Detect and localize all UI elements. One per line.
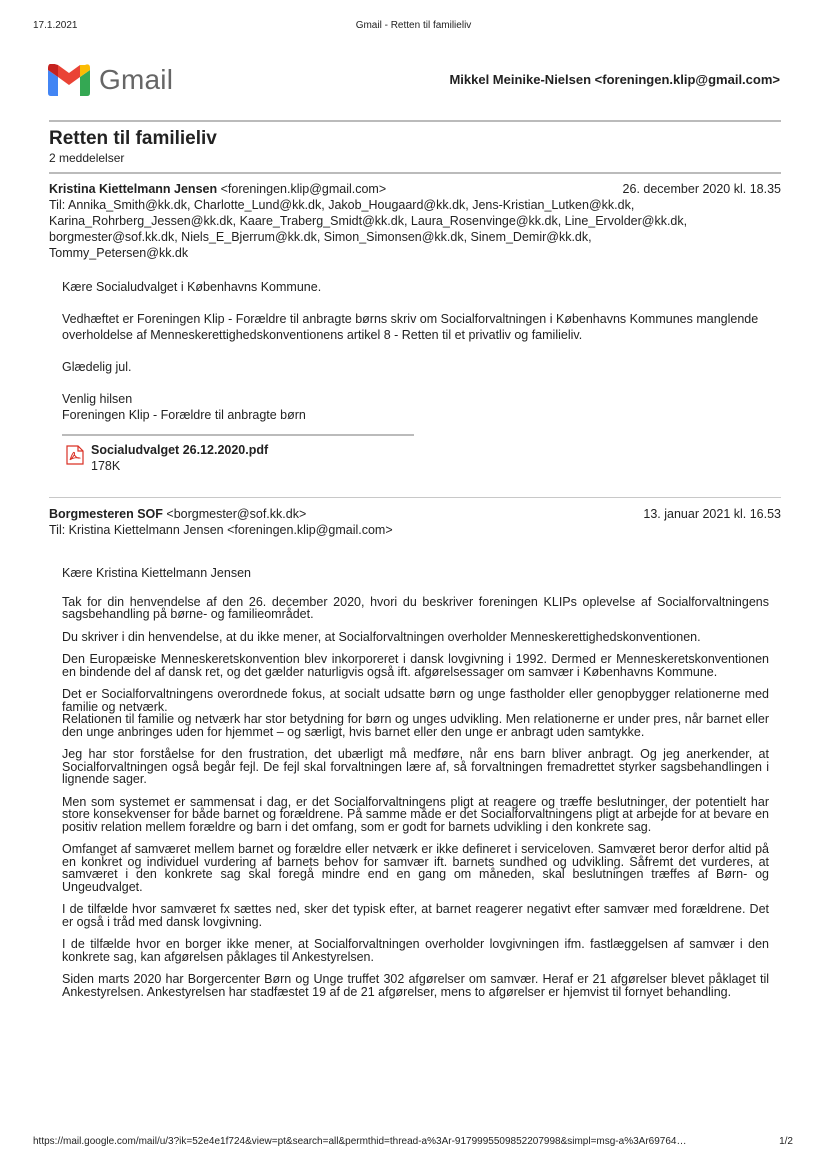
message-2-sender-name: Borgmesteren SOF [49, 507, 163, 521]
message-1-sender-name: Kristina Kiettelmann Jensen [49, 182, 218, 196]
message-2-to-line: Til: Kristina Kiettelmann Jensen <foreningen.klip@gmail.com> [49, 523, 393, 537]
gmail-logo[interactable] [48, 64, 173, 96]
gmail-m-icon [48, 64, 90, 96]
gmail-logo-text: Gmail [99, 64, 174, 95]
message-2-paragraph: Tak for din henvendelse af den 26. december 2020, hvori du beskriver foreningen KLIPs oplevelse af Socialforvaltningens sagsbehandling på børne- og familieområdet. [62, 594, 769, 621]
message-1-date: 26. december 2020 kl. 18.35 [622, 182, 781, 196]
message-2-body [62, 567, 769, 1008]
message-1-to-line: Til: Annika_Smith@kk.dk, Charlotte_Lund@kk.dk, Jakob_Hougaard@kk.dk, Jens-Kristian_Lutken@kk.dk, [49, 198, 635, 212]
print-date: 17.1.2021 [33, 20, 78, 31]
message-2-paragraph: I de tilfælde hvor en borger ikke mener, at Socialforvaltningen overholder lovgivningen ifm. fastlæggelsen af samvær i den konkrete sag, kan afgørelsen påklages til Ankestyrelsen. [62, 937, 769, 964]
message-1-paragraph: Glædelig jul. [62, 360, 132, 374]
message-2-paragraph: Jeg har stor forståelse for den frustration, det ubærligt må medføre, når ens barn bliver anbragt. Og jeg anerkender, at Socialforvaltningen også begår fejl. De fejl skal forvaltningen lære af, så forvaltningen fremadrettet styrker sagsbehandlingen i lignende sager. [62, 747, 769, 786]
message-1-to-line: Tommy_Petersen@kk.dk [49, 246, 189, 260]
message-count: 2 meddelelser [49, 151, 125, 165]
header-divider [49, 120, 781, 122]
message-1-sender-email: <foreningen.klip@gmail.com> [220, 182, 387, 196]
attachment-size: 178K [91, 459, 121, 473]
message-1-signature: Venlig hilsen Foreningen Klip - Forældre til anbragte børn [62, 392, 306, 422]
account-header: Mikkel Meinike-Nielsen <foreningen.klip@gmail.com> [449, 72, 780, 87]
message-2-sender-email: <borgmester@sof.kk.dk> [166, 507, 307, 521]
message-2-paragraph: Men som systemet er sammensat i dag, er det Socialforvaltningens pligt at reagere og træffe beslutninger, der potentielt har store konsekvenser for både barnet og forældrene. På samme måde er det Socialforvaltningens pligt at arbejde for at bevare en positiv relation mellem forældre og barn i det omfang, som er godt for barnets udvikling i den konkrete sag. [62, 794, 769, 834]
message-1-paragraph: Vedhæftet er Foreningen Klip - Forældre til anbragte børns skriv om Socialforvaltningen i Københavns Kommunes manglende overholdelse af Menneskerettighedskonventionens artikel 8 - Retten til et privatliv og familieliv. [62, 312, 759, 342]
message-divider [49, 497, 781, 498]
message-2-paragraph: Du skriver i din henvendelse, at du ikke mener, at Socialforvaltningen overholder Menneskerettighedskonventionen. [62, 629, 701, 644]
message-1-to-line: Karina_Rohrberg_Jessen@kk.dk, Kaare_Traberg_Smidt@kk.dk, Laura_Rosenvinge@kk.dk, Line_Ervolder@kk.dk, [49, 214, 688, 228]
message-2-header [49, 506, 781, 538]
thread-subject: Retten til familieliv [49, 128, 217, 149]
message-2-paragraph: Den Europæiske Menneskeretskonvention blev inkorporeret i dansk lovgivning i 1992. Dermed er Menneskeretskonventionen en bindende del af dansk ret, og det gælder naturligvis også ift. afgørelsessager om samvær i Københavns Kommune. [62, 652, 769, 679]
print-footer-url: https://mail.google.com/mail/u/3?ik=52e4e1f724&view=pt&search=all&permthid=thread-a%3Ar-9179995509852207998&simpl=msg-a%3Ar69764… [33, 1136, 687, 1147]
attachment[interactable] [66, 442, 268, 474]
subject-divider [49, 172, 781, 174]
attachment-name[interactable]: Socialudvalget 26.12.2020.pdf [91, 443, 269, 457]
print-page-number: 1/2 [779, 1136, 793, 1147]
message-2-paragraph: I de tilfælde hvor samværet fx sættes ned, sker det typisk efter, at barnet reagerer negativt efter samvær med forældrene. Det er også i tråd med dansk lovgivning. [62, 902, 769, 929]
attachment-divider [62, 434, 414, 436]
message-2-date: 13. januar 2021 kl. 16.53 [643, 507, 781, 521]
message-2-paragraph: Kære Kristina Kiettelmann Jensen [62, 566, 251, 580]
message-2-paragraph: Det er Socialforvaltningens overordnede fokus, at socialt udsatte børn og unge fastholder eller genopbygger relationerne med familie og netværk. Relationen til familie og netværk har stor betydning for børn og unges udvikling. Men relationerne er under pres, når barnet eller den unge anbringes uden for hjemmet – og særligt, hvis barnet eller den unge er anbragt uden samtykke. [62, 687, 769, 739]
message-1-header [49, 181, 781, 261]
message-1-paragraph: Kære Socialudvalget i Københavns Kommune. [62, 280, 322, 294]
pdf-file-icon [66, 445, 84, 465]
message-1-to-line: borgmester@sof.kk.dk, Niels_E_Bjerrum@kk.dk, Simon_Simonsen@kk.dk, Sinem_Demir@kk.dk, [49, 230, 592, 244]
message-1-body [62, 279, 762, 439]
print-title: Gmail - Retten til familieliv [355, 20, 472, 31]
message-2-paragraph: Siden marts 2020 har Borgercenter Børn og Unge truffet 302 afgørelser om samvær. Heraf er 21 afgørelser blevet påklaget til Ankestyrelsen. Ankestyrelsen har stadfæstet 19 af de 21 afgørelser, mens to afgørelser er hjemvist til fornyet behandling. [62, 972, 769, 999]
message-2-paragraph: Omfanget af samværet mellem barnet og forældre eller netværk er ikke defineret i serviceloven. Samværet beror derfor altid på en konkret og individuel vurdering af barnets behov for samvær ift. barnets sundhed og udvikling. Såfremt det vurderes, at samværet i den konkrete sag skal foregå mindre end en gang om måneden, skal beslutningen træffes af Børn- og Ungeudvalget. [62, 842, 769, 894]
